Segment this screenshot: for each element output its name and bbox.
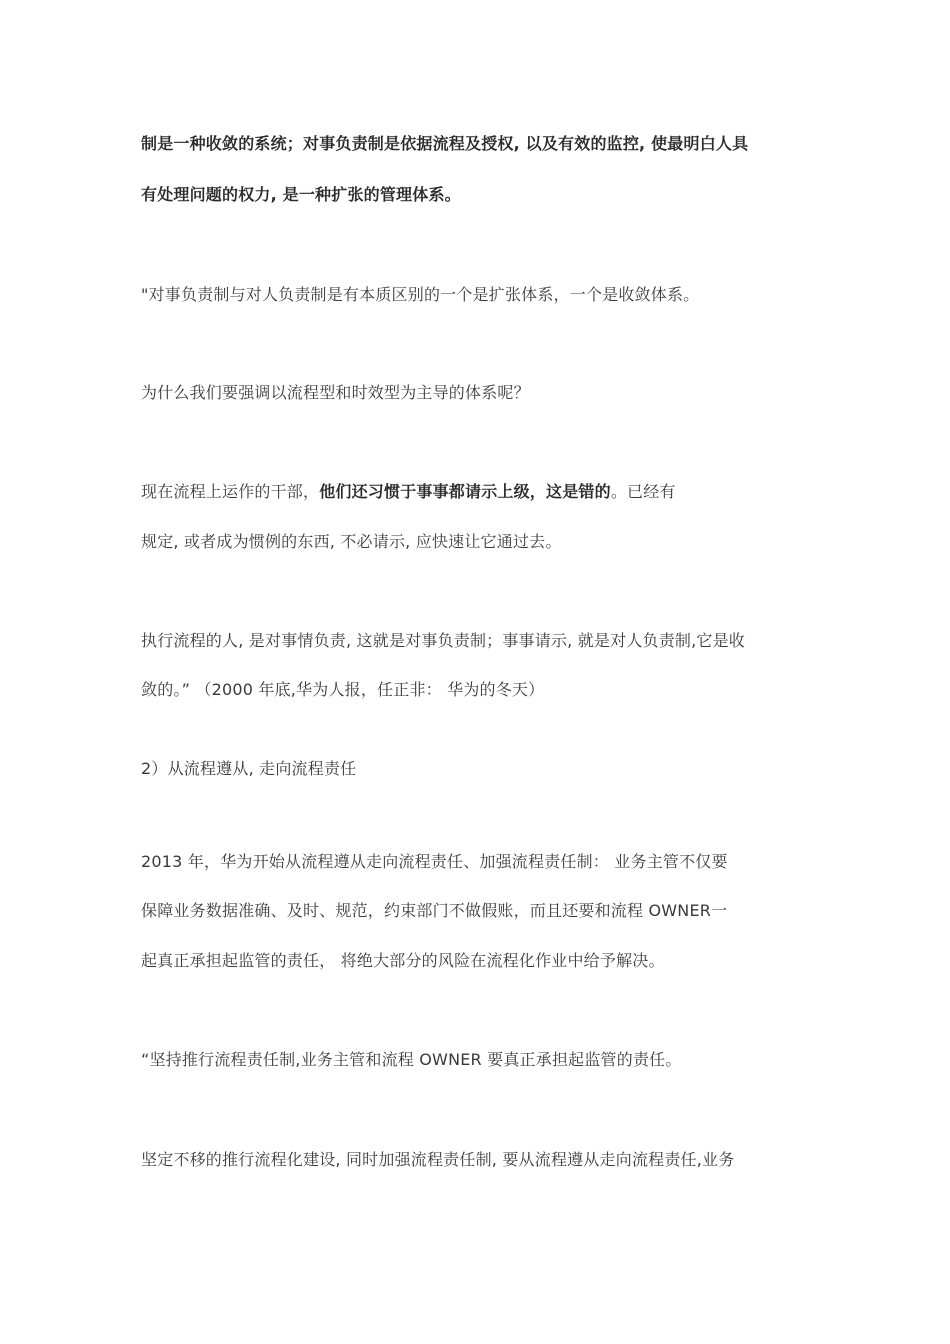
quote-line: “坚持推行流程责任制,业务主管和流程 OWNER 要真正承担起监管的责任。 — [141, 1050, 682, 1069]
paragraph-line: 规定, 或者成为惯例的东西, 不必请示, 应快速让它通过去。 — [141, 532, 562, 551]
section-heading: 2）从流程遵从, 走向流程责任 — [141, 759, 357, 778]
paragraph-line: 坚定不移的推行流程化建设, 同时加强流程责任制, 要从流程遵从走向流程责任,业务 — [141, 1150, 735, 1169]
question-line: 为什么我们要强调以流程型和时效型为主导的体系呢？ — [141, 383, 530, 402]
text-plain: 现在流程上运作的干部， — [141, 482, 320, 501]
paragraph-line: 有处理问题的权力, 是一种扩张的管理体系。 — [141, 185, 461, 204]
text-emphasis: 他们还习惯于事事都请示上级，这是错的 — [319, 482, 611, 501]
text-plain: 。已经有 — [610, 482, 676, 501]
citation-line: 敛的。” （2000 年底,华为人报，任正非： 华为的冬天） — [141, 680, 545, 699]
paragraph-line: 执行流程的人, 是对事情负责, 这就是对事负责制；事事请示, 就是对人负责制,它是收 — [141, 631, 746, 650]
mixed-emphasis-line — [141, 482, 676, 502]
paragraph-line: 起真正承担起监管的责任， 将绝大部分的风险在流程化作业中给予解决。 — [141, 951, 665, 970]
quote-line: "对事负责制与对人负责制是有本质区别的一个是扩张体系，一个是收敛体系。 — [141, 285, 700, 304]
paragraph-line: 2013 年，华为开始从流程遵从走向流程责任、加强流程责任制： 业务主管不仅要 — [141, 852, 728, 871]
paragraph-line: 制是一种收敛的系统；对事负责制是依据流程及授权, 以及有效的监控, 使最明白人具 — [141, 134, 749, 153]
paragraph-line: 保障业务数据准确、及时、规范，约束部门不做假账，而且还要和流程 OWNER一 — [141, 901, 728, 920]
